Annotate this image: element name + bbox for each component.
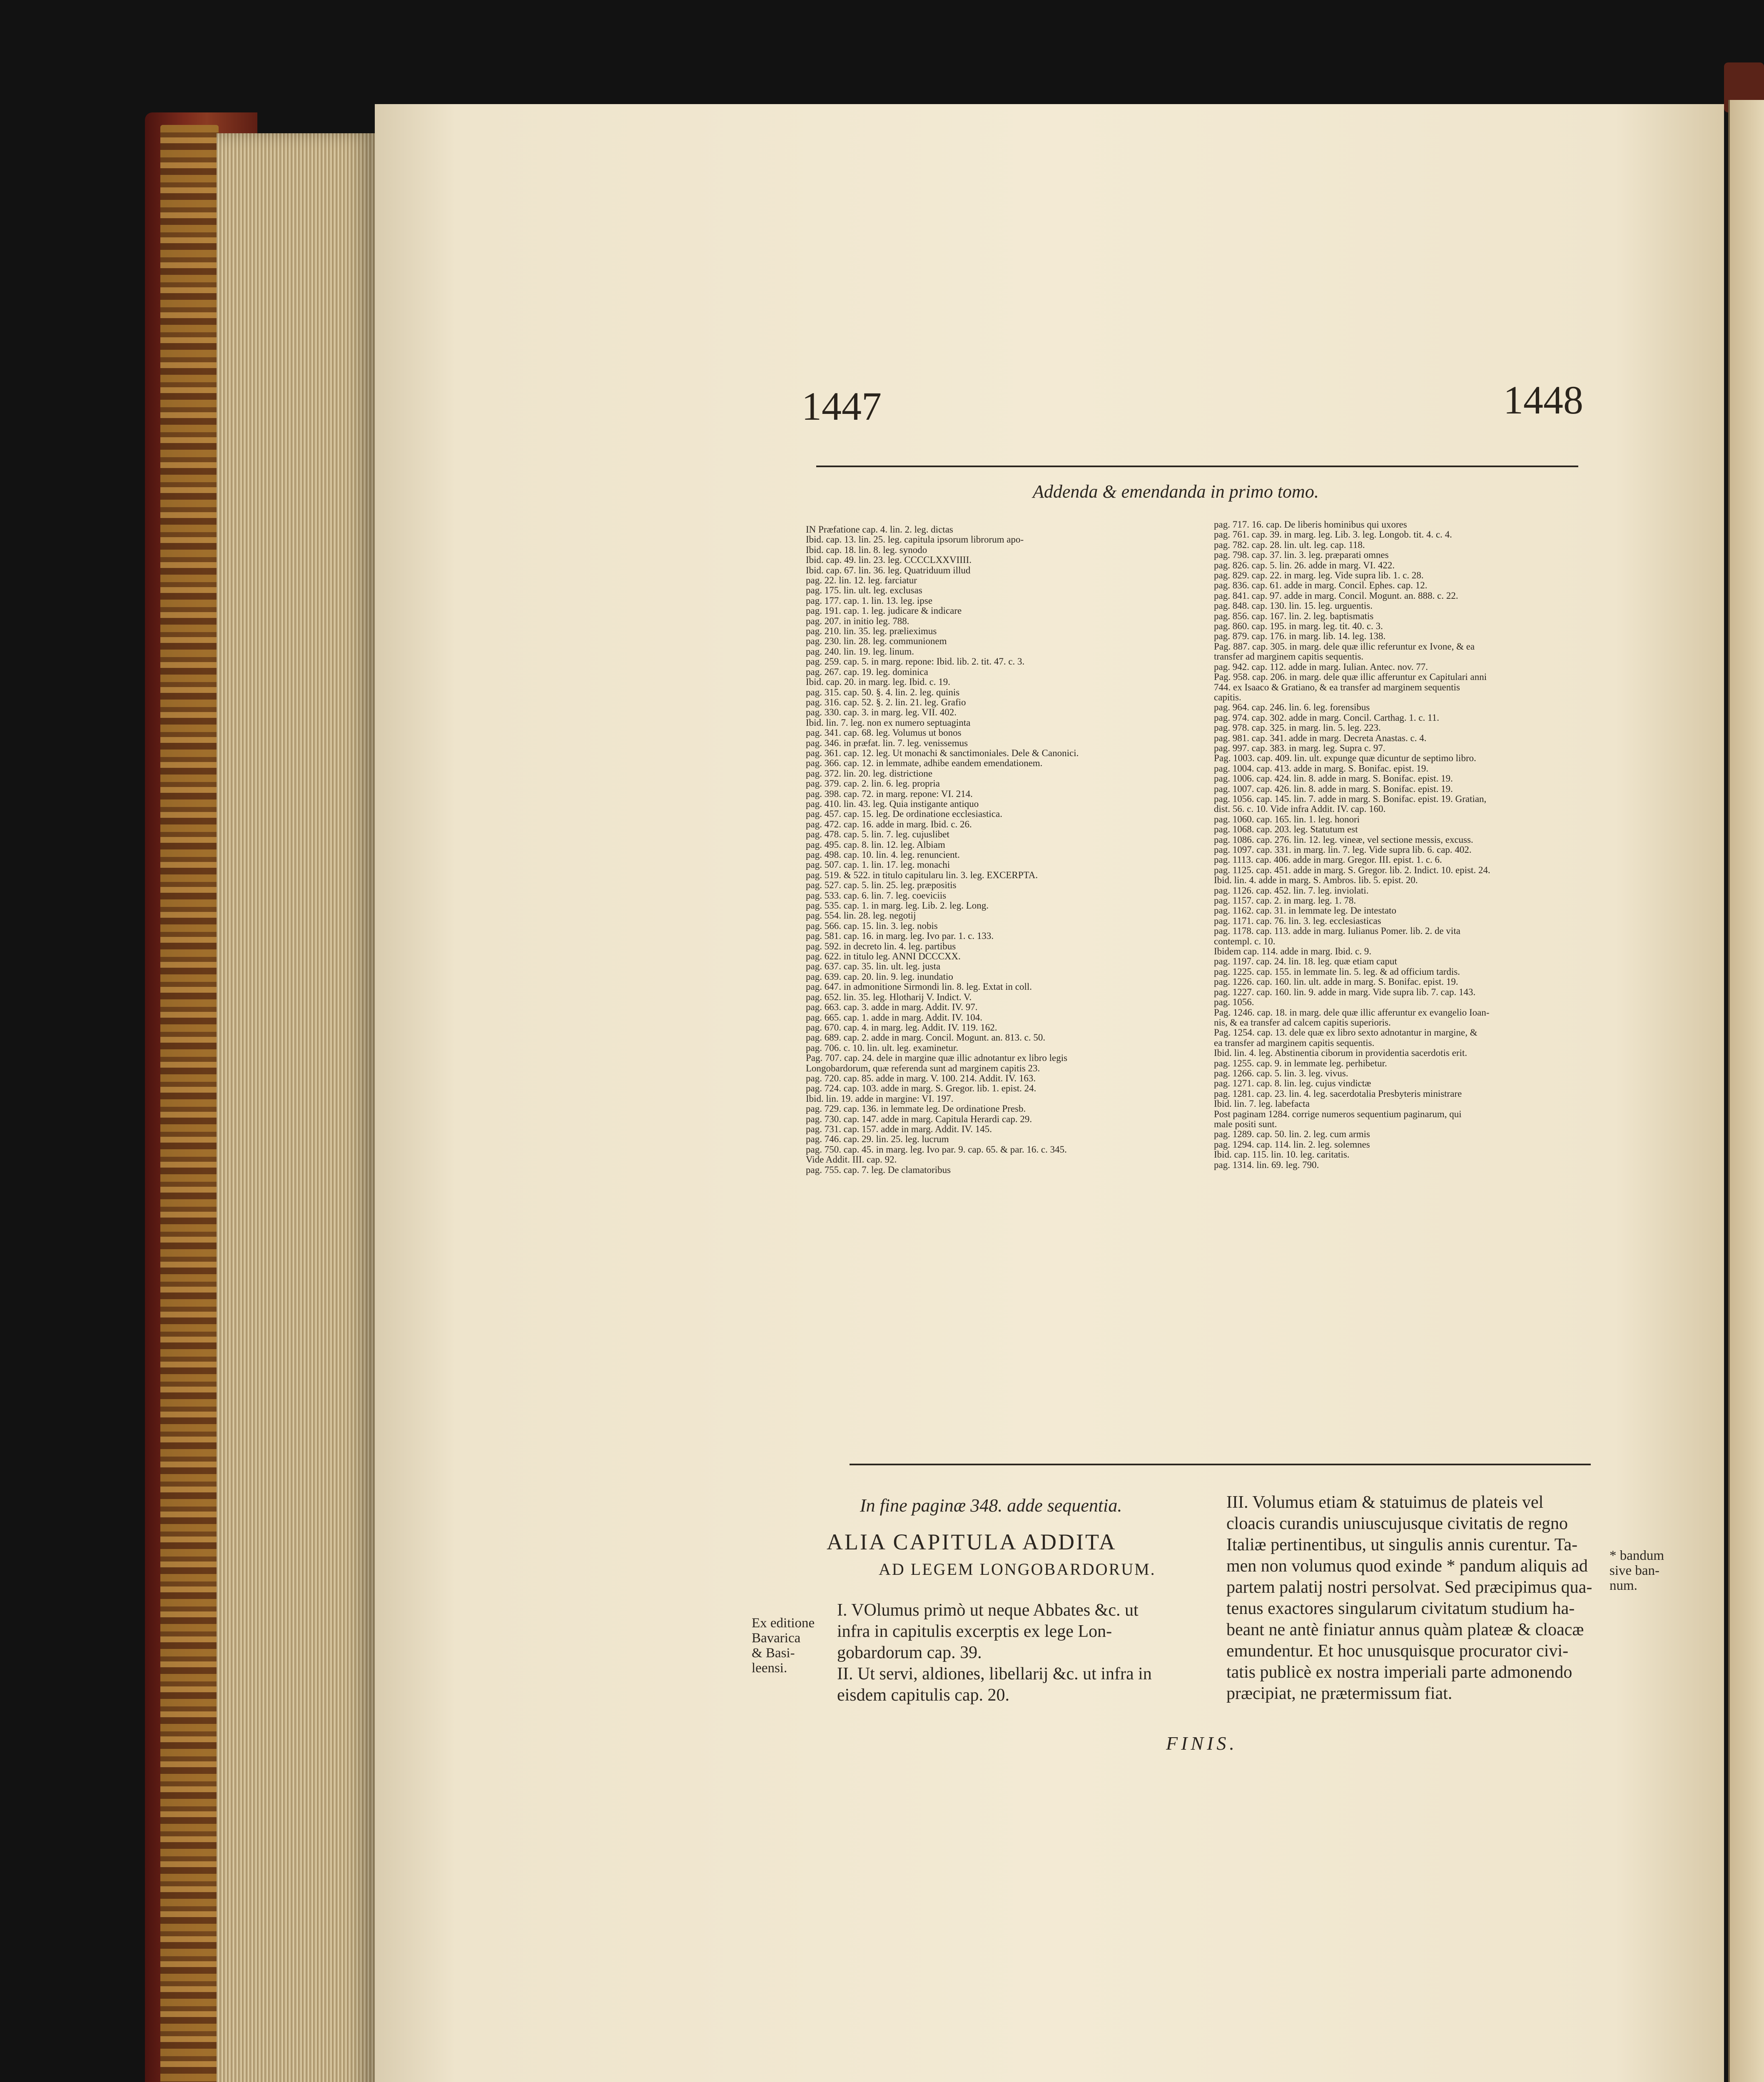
errata-line: pag. 507. cap. 1. lin. 17. leg. monachi	[806, 859, 950, 870]
errata-line: pag. 1294. cap. 114. lin. 2. leg. solemnes	[1214, 1139, 1370, 1150]
errata-line: Ibid. lin. 19. adde in margine: VI. 197.	[806, 1093, 954, 1104]
addendum-text-right	[1226, 1492, 1592, 1704]
errata-line: Ibid. cap. 67. lin. 36. leg. Quatriduum illud	[806, 565, 971, 575]
errata-line: pag. 330. cap. 3. in marg. leg. VII. 402.	[806, 707, 957, 718]
errata-line: pag. 1097. cap. 331. in marg. lin. 7. leg. Vide supra lib. 6. cap. 402.	[1214, 844, 1472, 855]
errata-line: pag. 1006. cap. 424. lin. 8. adde in marg. S. Bonifac. epist. 19.	[1214, 773, 1453, 784]
text-line: tenus exactores singularum civitatum studium ha-	[1226, 1599, 1575, 1618]
errata-line: pag. 663. cap. 3. adde in marg. Addit. IV. 97.	[806, 1002, 978, 1013]
errata-line: pag. 267. cap. 19. leg. dominica	[806, 666, 928, 677]
errata-line: pag. 1271. cap. 8. lin. leg. cujus vindictæ	[1214, 1078, 1371, 1089]
errata-line: pag. 841. cap. 97. adde in marg. Concil. Mogunt. an. 888. c. 22.	[1214, 590, 1458, 601]
errata-line: Ibid. cap. 49. lin. 23. leg. CCCCLXXVIIII.	[806, 555, 972, 565]
text-line: præcipiat, ne prætermissum fiat.	[1226, 1684, 1453, 1703]
margin-note-line: sive ban-	[1610, 1563, 1660, 1578]
errata-line: pag. 720. cap. 85. adde in marg. V. 100. 214. Addit. IV. 163.	[806, 1073, 1036, 1083]
errata-line: pag. 1178. cap. 113. adde in marg. Iulianus Pomer. lib. 2. de vita	[1214, 926, 1460, 936]
errata-line: pag. 519. & 522. in titulo capitularu lin. 3. leg. EXCERPTA.	[806, 869, 1038, 880]
errata-line: pag. 836. cap. 61. adde in marg. Concil. Ephes. cap. 12.	[1214, 580, 1428, 591]
errata-line: pag. 346. in præfat. lin. 7. leg. venissemus	[806, 737, 968, 748]
errata-line: pag. 592. in decreto lin. 4. leg. partibus	[806, 941, 956, 951]
errata-line: pag. 1056. cap. 145. lin. 7. adde in marg. S. Bonifac. epist. 19. Gratian,	[1214, 793, 1487, 804]
errata-line: Pag. 707. cap. 24. dele in margine quæ illic adnotantur ex libro legis	[806, 1053, 1068, 1063]
errata-column-right	[1214, 520, 1490, 1170]
text-line: tatis publicè ex nostra imperiali parte admonendo	[1226, 1663, 1572, 1682]
errata-line: pag. 1314. lin. 69. leg. 790.	[1214, 1159, 1319, 1170]
errata-line: pag. 210. lin. 35. leg. prælieximus	[806, 626, 937, 637]
errata-line: Pag. 1254. cap. 13. dele quæ ex libro sexto adnotantur in margine, &	[1214, 1027, 1477, 1038]
errata-line: pag. 798. cap. 37. lin. 3. leg. præparati omnes	[1214, 550, 1389, 560]
errata-line: pag. 1086. cap. 276. lin. 12. leg. vineæ, vel sectione messis, excuss.	[1214, 834, 1473, 845]
errata-line: pag. 535. cap. 1. in marg. leg. Lib. 2. leg. Long.	[806, 900, 989, 911]
errata-line: pag. 997. cap. 383. in marg. leg. Supra c. 97.	[1214, 742, 1385, 753]
errata-line: pag. 372. lin. 20. leg. districtione	[806, 768, 933, 779]
errata-line: pag. 670. cap. 4. in marg. leg. Addit. IV. 119. 162.	[806, 1022, 997, 1033]
errata-line: pag. 637. cap. 35. lin. ult. leg. justa	[806, 961, 941, 972]
margin-note-bandum	[1610, 1548, 1664, 1593]
errata-line: Ibid. lin. 4. adde in marg. S. Ambros. lib. 5. epist. 20.	[1214, 875, 1418, 886]
errata-line: pag. 746. cap. 29. lin. 25. leg. lucrum	[806, 1134, 949, 1145]
errata-line: nis, & ea transfer ad calcem capitis superioris.	[1214, 1017, 1391, 1028]
errata-line: pag. 361. cap. 12. leg. Ut monachi & sanctimoniales. Dele & Canonici.	[806, 747, 1079, 758]
errata-line: pag. 1281. cap. 23. lin. 4. leg. sacerdotalia Presbyteris ministrare	[1214, 1088, 1462, 1099]
margin-note-line: leensi.	[752, 1661, 787, 1676]
errata-line: pag. 731. cap. 157. adde in marg. Addit. IV. 145.	[806, 1123, 992, 1134]
errata-line: pag. 964. cap. 246. lin. 6. leg. forensibus	[1214, 702, 1370, 713]
errata-line: pag. 717. 16. cap. De liberis hominibus qui uxores	[1214, 519, 1407, 530]
margin-note-line: Bavarica	[752, 1631, 801, 1646]
errata-line: pag. 848. cap. 130. lin. 15. leg. urguentis.	[1214, 600, 1373, 611]
errata-line: Pag. 887. cap. 305. in marg. dele quæ illic referuntur ex Ivone, & ea	[1214, 641, 1475, 652]
errata-line: pag. 566. cap. 15. lin. 3. leg. nobis	[806, 920, 938, 931]
text-line: beant ne antè finiatur annus quàm plateæ & cloacæ	[1226, 1620, 1584, 1639]
errata-line: pag. 22. lin. 12. leg. farciatur	[806, 575, 917, 586]
errata-line: pag. 689. cap. 2. adde in marg. Concil. Mogunt. an. 813. c. 50.	[806, 1032, 1046, 1043]
errata-line: pag. 1157. cap. 2. in marg. leg. 1. 78.	[1214, 895, 1356, 906]
errata-line: pag. 191. cap. 1. leg. judicare & indicare	[806, 605, 962, 616]
errata-line: pag. 175. lin. ult. leg. exclusas	[806, 585, 922, 596]
errata-line: pag. 341. cap. 68. leg. Volumus ut bonos	[806, 727, 962, 738]
errata-line: pag. 1255. cap. 9. in lemmate leg. perhibetur.	[1214, 1058, 1387, 1068]
errata-line: pag. 665. cap. 1. adde in marg. Addit. IV. 104.	[806, 1012, 982, 1023]
errata-line: Ibid. cap. 115. lin. 10. leg. caritatis.	[1214, 1149, 1350, 1160]
margin-note-line: Ex editione	[752, 1616, 815, 1631]
errata-line: pag. 1126. cap. 452. lin. 7. leg. inviolati.	[1214, 885, 1369, 896]
errata-line: pag. 1113. cap. 406. adde in marg. Gregor. III. epist. 1. c. 6.	[1214, 854, 1442, 865]
errata-line: pag. 379. cap. 2. lin. 6. leg. propria	[806, 778, 940, 789]
errata-line: Pag. 1003. cap. 409. lin. ult. expunge quæ dicuntur de septimo libro.	[1214, 753, 1476, 764]
finis-mark: FINIS.	[1166, 1733, 1238, 1754]
errata-line: pag. 230. lin. 28. leg. communionem	[806, 636, 947, 647]
errata-line: pag. 1266. cap. 5. lin. 3. leg. vivus.	[1214, 1068, 1348, 1078]
errata-line: pag. 942. cap. 112. adde in marg. Iulian. Antec. nov. 77.	[1214, 661, 1428, 672]
errata-line: pag. 495. cap. 8. lin. 12. leg. Albiam	[806, 839, 945, 850]
errata-line: pag. 622. in titulo leg. ANNI DCCCXX.	[806, 951, 961, 962]
errata-line: contempl. c. 10.	[1214, 936, 1276, 946]
errata-line: pag. 315. cap. 50. §. 4. lin. 2. leg. quinis	[806, 687, 960, 697]
addendum-text-left	[837, 1600, 1152, 1706]
errata-line: male positi sunt.	[1214, 1118, 1277, 1129]
errata-line: pag. 1227. cap. 160. lin. 9. adde in marg. Vide supra lib. 7. cap. 143.	[1214, 986, 1476, 997]
facing-page-edge	[1728, 100, 1764, 2082]
gilt-spine-decoration	[160, 125, 219, 2082]
errata-line: pag. 730. cap. 147. adde in marg. Capitula Herardi cap. 29.	[806, 1113, 1032, 1124]
errata-line: pag. 782. cap. 28. lin. ult. leg. cap. 118.	[1214, 539, 1365, 550]
errata-line: Vide Addit. III. cap. 92.	[806, 1154, 897, 1165]
errata-line: pag. 259. cap. 5. in marg. repone: Ibid. lib. 2. tit. 47. c. 3.	[806, 656, 1025, 667]
errata-line: pag. 826. cap. 5. lin. 26. adde in marg. VI. 422.	[1214, 560, 1395, 570]
errata-line: pag. 761. cap. 39. in marg. leg. Lib. 3. leg. Longob. tit. 4. c. 4.	[1214, 529, 1452, 540]
errata-line: Ibid. cap. 13. lin. 25. leg. capitula ipsorum librorum apo-	[806, 534, 1024, 545]
errata-line: pag. 207. in initio leg. 788.	[806, 615, 909, 626]
text-line: cloacis curandis uniuscujusque civitatis de regno	[1226, 1514, 1568, 1533]
text-line: gobardorum cap. 39.	[837, 1643, 982, 1662]
margin-note-line: & Basi-	[752, 1646, 795, 1661]
errata-line: pag. 498. cap. 10. lin. 4. leg. renuncient.	[806, 849, 960, 860]
text-line: II. Ut servi, aldiones, libellarij &c. ut infra in	[837, 1664, 1152, 1684]
text-line: Italiæ pertinentibus, ut singulis annis curentur. Ta-	[1226, 1535, 1578, 1554]
errata-line: pag. 829. cap. 22. in marg. leg. Vide supra lib. 1. c. 28.	[1214, 570, 1424, 581]
errata-line: pag. 1289. cap. 50. lin. 2. leg. cum armis	[1214, 1129, 1370, 1140]
errata-line: dist. 56. c. 10. Vide infra Addit. IV. cap. 160.	[1214, 804, 1386, 814]
errata-line: pag. 639. cap. 20. lin. 9. leg. inundatio	[806, 971, 953, 982]
errata-column-left	[806, 525, 1079, 1175]
errata-line: Pag. 958. cap. 206. in marg. dele quæ illic afferuntur ex Capitulari anni	[1214, 672, 1487, 682]
errata-line: pag. 978. cap. 325. in marg. lin. 5. leg. 223.	[1214, 722, 1381, 733]
errata-line: pag. 729. cap. 136. in lemmate leg. De ordinatione Presb.	[806, 1103, 1026, 1114]
errata-line: IN Præfatione cap. 4. lin. 2. leg. dictas	[806, 524, 953, 535]
errata-line: pag. 856. cap. 167. lin. 2. leg. baptismatis	[1214, 610, 1374, 621]
text-line: men non volumus quod exinde * pandum aliquis ad	[1226, 1557, 1588, 1576]
errata-line: pag. 410. lin. 43. leg. Quia instigante antiquo	[806, 798, 979, 809]
errata-line: pag. 527. cap. 5. lin. 25. leg. præpositis	[806, 880, 957, 891]
errata-line: pag. 706. c. 10. lin. ult. leg. examinetur.	[806, 1042, 959, 1053]
errata-line: pag. 879. cap. 176. in marg. lib. 14. leg. 138.	[1214, 631, 1386, 642]
errata-line: pag. 1225. cap. 155. in lemmate lin. 5. leg. & ad officium tardis.	[1214, 966, 1460, 977]
errata-heading: Addenda & emendanda in primo tomo.	[1033, 481, 1319, 502]
errata-line: Pag. 1246. cap. 18. in marg. dele quæ illic afferuntur ex evangelio Ioan-	[1214, 1007, 1490, 1018]
errata-line: pag. 581. cap. 16. in marg. leg. Ivo par. 1. c. 133.	[806, 931, 994, 941]
errata-line: pag. 647. in admonitione Sirmondi lin. 8. leg. Extat in coll.	[806, 981, 1032, 992]
text-line: infra in capitulis excerptis ex lege Lon-	[837, 1622, 1112, 1641]
addendum-subtitle: AD LEGEM LONGOBARDORUM.	[879, 1560, 1156, 1579]
errata-line: pag. 472. cap. 16. adde in marg. Ibid. c. 26.	[806, 819, 972, 829]
errata-line: pag. 366. cap. 12. in lemmate, adhibe eandem emendationem.	[806, 758, 1043, 769]
text-line: III. Volumus etiam & statuimus de plateis vel	[1226, 1493, 1544, 1512]
margin-note-line: * bandum	[1610, 1548, 1664, 1563]
errata-line: pag. 755. cap. 7. leg. De clamatoribus	[806, 1164, 951, 1175]
errata-line: transfer ad marginem capitis sequentis.	[1214, 651, 1364, 662]
errata-line: pag. 1056.	[1214, 997, 1254, 1008]
section-rule	[850, 1464, 1591, 1465]
text-line: I. VOlumus primò ut neque Abbates &c. ut	[837, 1601, 1139, 1620]
errata-line: pag. 1171. cap. 76. lin. 3. leg. ecclesiasticas	[1214, 915, 1381, 926]
addendum-intro: In fine paginæ 348. adde sequentia.	[860, 1495, 1122, 1516]
errata-line: Ibid. cap. 18. lin. 8. leg. synodo	[806, 544, 927, 555]
errata-line: capitis.	[1214, 692, 1241, 702]
page-number-left: 1447	[802, 384, 882, 428]
errata-line: pag. 1004. cap. 413. adde in marg. S. Bonifac. epist. 19.	[1214, 763, 1429, 774]
errata-line: pag. 1226. cap. 160. lin. ult. adde in marg. S. Bonifac. epist. 19.	[1214, 976, 1458, 987]
errata-line: Ibidem cap. 114. adde in marg. Ibid. c. 9.	[1214, 946, 1372, 957]
errata-line: ea transfer ad marginem capitis sequentis.	[1214, 1037, 1375, 1048]
errata-line: pag. 1162. cap. 31. in lemmate leg. De intestato	[1214, 905, 1396, 916]
top-rule	[816, 466, 1578, 467]
margin-note-line: num.	[1610, 1578, 1637, 1593]
errata-line: pag. 457. cap. 15. leg. De ordinatione ecclesiastica.	[806, 809, 1002, 819]
errata-line: Ibid. lin. 7. leg. labefacta	[1214, 1098, 1310, 1109]
margin-note-edition	[752, 1616, 815, 1676]
errata-line: pag. 316. cap. 52. §. 2. lin. 21. leg. Grafio	[806, 697, 966, 707]
errata-line: pag. 724. cap. 103. adde in marg. S. Gregor. lib. 1. epist. 24.	[806, 1083, 1036, 1094]
errata-line: pag. 533. cap. 6. lin. 7. leg. coeviciis	[806, 890, 947, 901]
page-edges	[217, 133, 375, 2082]
page-number-right: 1448	[1503, 378, 1583, 422]
errata-line: pag. 860. cap. 195. in marg. leg. tit. 40. c. 3.	[1214, 621, 1383, 632]
errata-line: Post paginam 1284. corrige numeros sequentium paginarum, qui	[1214, 1108, 1462, 1119]
errata-line: pag. 981. cap. 341. adde in marg. Decreta Anastas. c. 4.	[1214, 732, 1427, 743]
errata-line: pag. 240. lin. 19. leg. linum.	[806, 646, 914, 657]
errata-line: pag. 750. cap. 45. in marg. leg. Ivo par. 9. cap. 65. & par. 16. c. 345.	[806, 1144, 1067, 1155]
errata-line: pag. 974. cap. 302. adde in marg. Concil. Carthag. 1. c. 11.	[1214, 712, 1440, 723]
addendum-title: ALIA CAPITULA ADDITA	[827, 1529, 1117, 1554]
errata-line: Ibid. lin. 4. leg. Abstinentia ciborum in providentia sacerdotis erit.	[1214, 1048, 1468, 1058]
errata-line: pag. 1125. cap. 451. adde in marg. S. Gregor. lib. 2. Indict. 10. epist. 24.	[1214, 864, 1490, 875]
text-line: eisdem capitulis cap. 20.	[837, 1686, 1010, 1705]
text-line: partem palatij nostri persolvat. Sed præcipimus qua-	[1226, 1578, 1592, 1597]
errata-line: pag. 554. lin. 28. leg. negotij	[806, 910, 916, 921]
errata-line: Ibid. cap. 20. in marg. leg. Ibid. c. 19.	[806, 677, 951, 687]
errata-line: pag. 177. cap. 1. lin. 13. leg. ipse	[806, 595, 933, 606]
errata-line: pag. 1007. cap. 426. lin. 8. adde in marg. S. Bonifac. epist. 19.	[1214, 783, 1453, 794]
text-line: emundentur. Et hoc unusquisque procurator civi-	[1226, 1641, 1569, 1661]
errata-line: pag. 652. lin. 35. leg. Hlotharij V. Indict. V.	[806, 991, 972, 1002]
errata-line: pag. 398. cap. 72. in marg. repone: VI. 214.	[806, 788, 973, 799]
errata-line: pag. 1060. cap. 165. lin. 1. leg. honori	[1214, 814, 1360, 824]
errata-line: pag. 1197. cap. 24. lin. 18. leg. quæ etiam caput	[1214, 956, 1397, 967]
errata-line: Longobardorum, quæ referenda sunt ad marginem capitis 23.	[806, 1063, 1040, 1073]
errata-line: 744. ex Isaaco & Gratiano, & ea transfer ad marginem sequentis	[1214, 682, 1460, 692]
errata-line: pag. 478. cap. 5. lin. 7. leg. cujuslibet	[806, 829, 949, 840]
errata-line: pag. 1068. cap. 203. leg. Statutum est	[1214, 824, 1358, 835]
errata-line: Ibid. lin. 7. leg. non ex numero septuaginta	[806, 717, 971, 728]
